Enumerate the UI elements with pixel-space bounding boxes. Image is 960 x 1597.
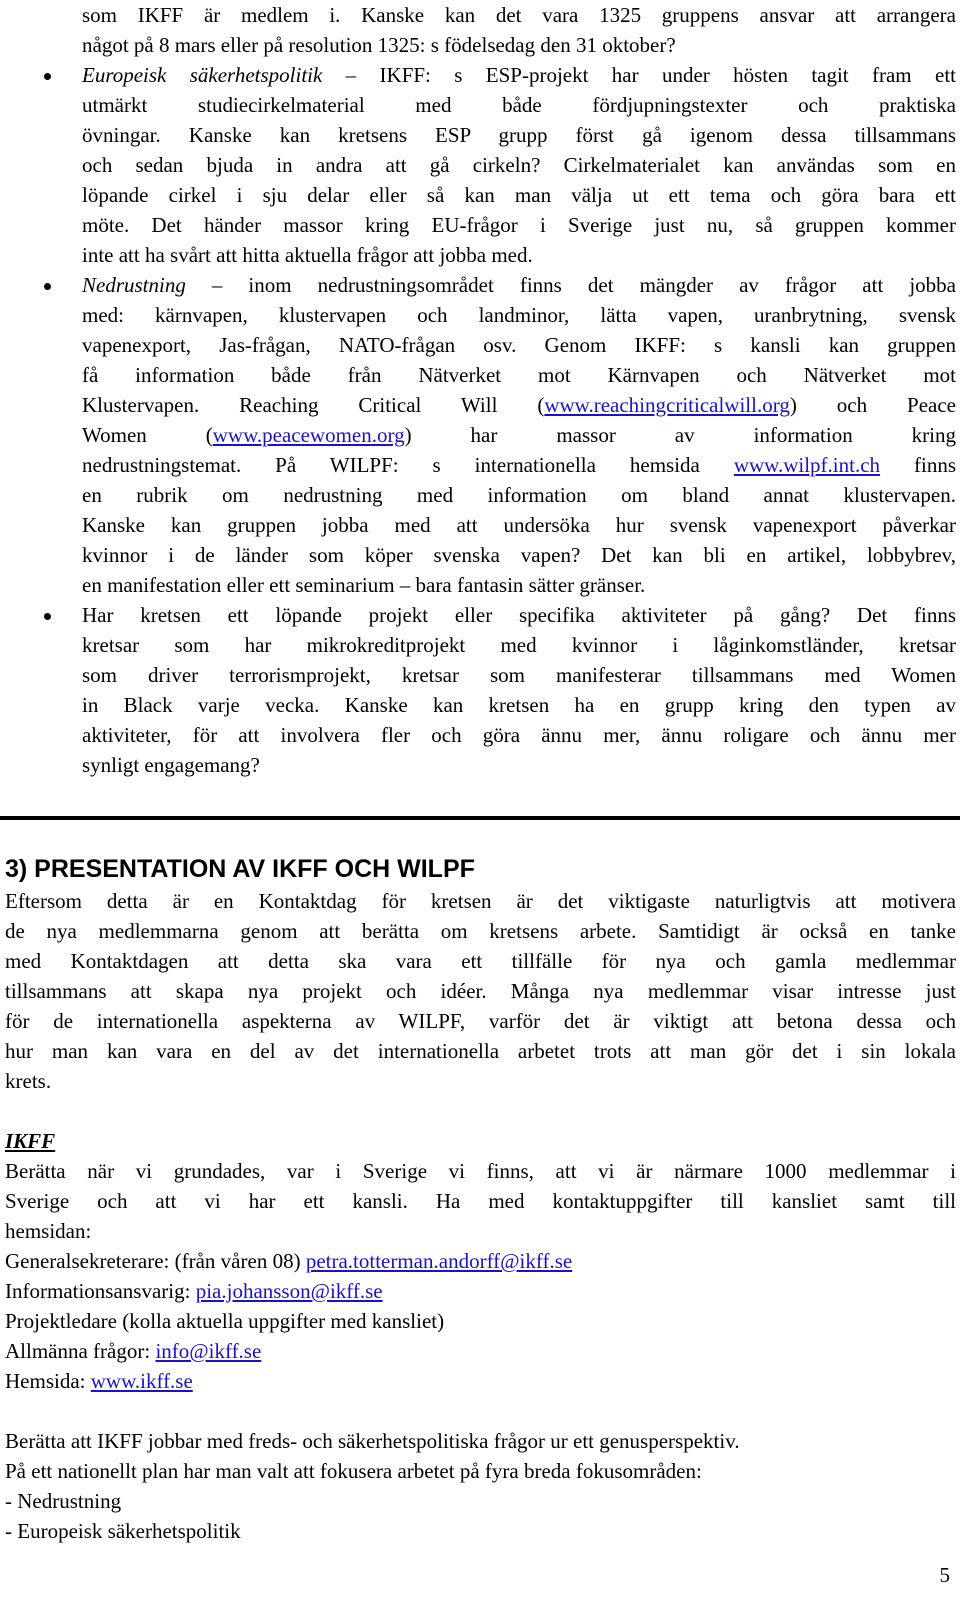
ikff-paragraph (5, 1156, 956, 1246)
contact-label: Hemsida: (5, 1369, 91, 1393)
text-line: vapenexport, Jas-frågan, NATO-frågan osv. Genom IKFF: s kansli kan gruppen (82, 333, 956, 357)
closing-line: På ett nationellt plan har man valt att fokusera arbetet på fyra breda fokusområden: (5, 1459, 702, 1483)
text-line: Har kretsen ett löpande projekt eller specifika aktiviteter på gång? Det finns (82, 603, 956, 627)
text-line: en manifestation eller ett seminarium – bara fantasin sätter gränser. (82, 573, 646, 597)
bullet-icon (44, 73, 51, 80)
section-heading: 3) PRESENTATION AV IKFF OCH WILPF (5, 855, 475, 883)
text-line: som driver terrorismprojekt, kretsar som manifesterar tillsammans med Women (82, 663, 956, 687)
gensek-email-link[interactable]: petra.totterman.andorff@ikff.se (305, 1249, 573, 1273)
contact-info (5, 1276, 956, 1306)
text-fragment: ) har massor av information kring (404, 423, 956, 447)
text-line: krets. (5, 1069, 52, 1093)
text-fragment: Women ( (82, 423, 213, 447)
bullet-icon (44, 283, 51, 290)
text-line: in Black varje vecka. Kanske kan kretsen ha en grupp kring den typen av (82, 693, 956, 717)
text-line: Berätta när vi grundades, var i Sverige vi finns, att vi är närmare 1000 medlemmar i (5, 1159, 956, 1183)
text-line (82, 270, 956, 300)
text-fragment: – IKFF: s ESP-projekt har under hösten tagit fram ett (322, 63, 956, 87)
continued-bullet-text (82, 0, 956, 60)
ikff-heading: IKFF (5, 1129, 56, 1153)
wilpf-link[interactable]: www.wilpf.int.ch (733, 453, 881, 477)
spacer (5, 1396, 956, 1426)
text-line: som IKFF är medlem i. Kanske kan det vara 1325 gruppens ansvar att arrangera (82, 3, 956, 27)
text-line (82, 390, 956, 420)
text-line: kretsar som har mikrokreditprojekt med kvinnor i låginkomstländer, kretsar (82, 633, 956, 657)
text-line: de nya medlemmarna genom att berätta om kretsens arbete. Samtidigt är också en tanke (5, 919, 956, 943)
text-line: övningar. Kanske kan kretsens ESP grupp först gå igenom dessa tillsammans (82, 123, 956, 147)
bullet-item-esp (0, 60, 956, 270)
text-line: synligt engagemang? (82, 753, 260, 777)
info-email-link[interactable]: pia.johansson@ikff.se (195, 1279, 383, 1303)
bullet-item-nedrustning (0, 270, 956, 600)
website-link[interactable]: www.ikff.se (90, 1369, 193, 1393)
bullet-title: Europeisk säkerhetspolitik (82, 63, 323, 87)
text-line (82, 450, 956, 480)
text-line: Kanske kan gruppen jobba med att undersöka hur svensk vapenexport påverkar (82, 513, 956, 537)
text-line: kvinnor i de länder som köper svenska vapen? Det kan bli en artikel, lobbybrev, (82, 543, 956, 567)
contact-label: Generalsekreterare: (från våren 08) (5, 1249, 306, 1273)
text-line: möte. Det händer massor kring EU-frågor i Sverige just nu, så gruppen kommer (82, 213, 956, 237)
text-fragment: finns (880, 453, 956, 477)
text-line: aktiviteter, för att involvera fler och göra ännu mer, ännu roligare och ännu mer (82, 723, 956, 747)
bullet-item-projekt (0, 600, 956, 780)
intro-paragraph (5, 886, 956, 1096)
text-line: något på 8 mars eller på resolution 1325: s födelsedag den 31 oktober? (82, 33, 676, 57)
text-line: Sverige och att vi har ett kansli. Ha med kontaktuppgifter till kansliet samt till (5, 1189, 956, 1213)
bullet-icon (44, 613, 51, 620)
text-fragment: nedrustningstemat. På WILPF: s internationella hemsida (82, 453, 734, 477)
text-line (82, 60, 956, 90)
contact-label: Informationsansvarig: (5, 1279, 196, 1303)
text-line: utmärkt studiecirkelmaterial med både fördjupningstexter och praktiska (82, 93, 956, 117)
bullet-list (0, 60, 960, 780)
contact-projekt: Projektledare (kolla aktuella uppgifter med kansliet) (5, 1309, 445, 1333)
text-line: hur man kan vara en del av det internationella arbetet trots att man gör det i sin lokala (5, 1039, 956, 1063)
text-fragment: – inom nedrustningsområdet finns det mängder av frågor att jobba (185, 273, 956, 297)
page-number: 5 (939, 1563, 950, 1587)
text-line (82, 420, 956, 450)
text-line: inte att ha svårt att hitta aktuella frågor att jobba med. (82, 243, 533, 267)
text-fragment: Klustervapen. Reaching Critical Will ( (82, 393, 545, 417)
reachingcriticalwill-link[interactable]: www.reachingcriticalwill.org (544, 393, 790, 417)
closing-line: Berätta att IKFF jobbar med freds- och säkerhetspolitiska frågor ur ett genusperspektiv. (5, 1429, 740, 1453)
section-divider (0, 816, 960, 820)
text-fragment: ) och Peace (789, 393, 956, 417)
contact-gensek (5, 1246, 956, 1276)
text-line: en rubrik om nedrustning med information om bland annat klustervapen. (82, 483, 956, 507)
text-line: med Kontaktdagen att detta ska vara ett tillfälle för nya och gamla medlemmar (5, 949, 956, 973)
text-line: få information både från Nätverket mot Kärnvapen och Nätverket mot (82, 363, 956, 387)
contact-general (5, 1336, 956, 1366)
text-line: och sedan bjuda in andra att gå cirkeln? Cirkelmaterialet kan användas som en (82, 153, 956, 177)
text-line: Eftersom detta är en Kontaktdag för kretsen är det viktigaste naturligtvis att motivera (5, 889, 956, 913)
text-line: hemsidan: (5, 1219, 92, 1243)
text-line: tillsammans att skapa nya projekt och idéer. Många nya medlemmar visar intresse just (5, 979, 956, 1003)
text-line: löpande cirkel i sju delar eller så kan man välja ut ett tema och göra bara ett (82, 183, 956, 207)
focus-item: - Europeisk säkerhetspolitik (5, 1519, 241, 1543)
focus-item: - Nedrustning (5, 1489, 122, 1513)
text-line: för de internationella aspekterna av WILPF, varför det är viktigt att betona dessa och (5, 1009, 956, 1033)
contact-web (5, 1366, 956, 1396)
bullet-title: Nedrustning (82, 273, 186, 297)
presentation-section (5, 852, 956, 1546)
peacewomen-link[interactable]: www.peacewomen.org (212, 423, 405, 447)
text-line: med: kärnvapen, klustervapen och landminor, lätta vapen, uranbrytning, svensk (82, 303, 956, 327)
general-email-link[interactable]: info@ikff.se (155, 1339, 262, 1363)
contact-label: Allmänna frågor: (5, 1339, 156, 1363)
